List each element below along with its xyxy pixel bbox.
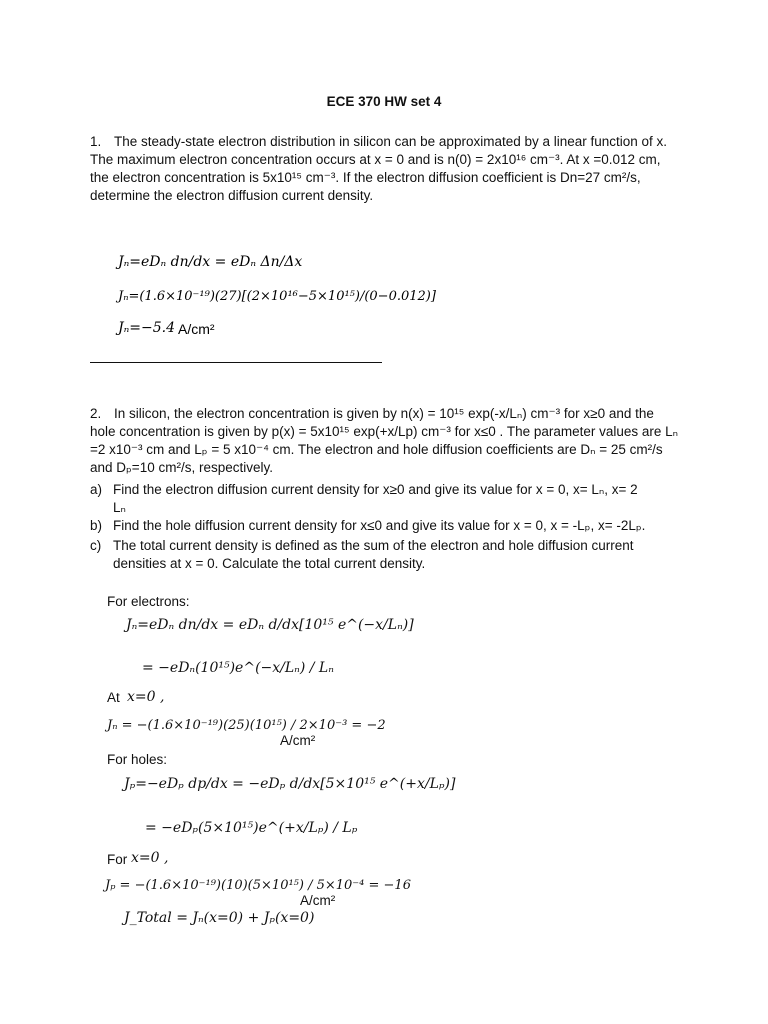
electron-eq3: Jₙ = −(1.6×10⁻¹⁹)(25)(10¹⁵) / 2×10⁻³ = −2 [107,718,386,733]
for-electrons-label: For electrons: [107,594,190,609]
problem-1-text: The steady-state electron distribution in silicon can be approximated by a linear function of x. The maximum electron concentration occurs at x = 0 and is n(0) = 2x10¹⁶ cm⁻³. At x =0.012 cm, the electron concentration is 5x10¹⁵ cm⁻³. If the electron diffusion coefficient is Dn=27 cm²/s, determine the electron diffusion current density. [90,134,668,203]
problem-2-number: 2. [90,406,102,421]
for-holes-label: For holes: [107,752,168,767]
problem-2-text: In silicon, the electron concentration is given by n(x) = 10¹⁵ exp(-x/Lₙ) cm⁻³ for x≥0 and the hole concentration is given by p(x) = 5x10¹⁵ exp(+x/Lp) cm⁻³ for x≤0 . The parameter values are Lₙ =2 x10⁻³ cm and Lₚ = 5 x10⁻⁴ cm. The electron and hole diffusion coefficients are Dₙ = 25 cm²/s and Dₚ=10 cm²/s, respectively. [90,406,679,475]
electron-unit: A/cm² [280,733,316,748]
section-divider [90,362,382,363]
at-label: At [107,690,120,705]
total-current-eq: J_Total = Jₙ(x=0) + Jₚ(x=0) [124,910,315,926]
solution-1-eq2: Jₙ=(1.6×10⁻¹⁹)(27)[(2×10¹⁶−5×10¹⁵)/(0−0.012)] [118,289,436,304]
solution-1-unit: A/cm² [178,321,215,337]
solution-1-equations [118,244,436,340]
problem-2-item-a-label: a) [90,482,103,497]
hole-eq3: Jₚ = −(1.6×10⁻¹⁹)(10)(5×10¹⁵) / 5×10⁻⁴ = −16 [105,878,411,893]
electron-eq2: = −eDₙ(10¹⁵)e^(−x/Lₙ) / Lₙ [142,660,334,676]
hole-eq2: = −eDₚ(5×10¹⁵)e^(+x/Lₚ) / Lₚ [145,820,358,836]
for-condition: x=0 , [131,850,169,866]
page-title: ECE 370 HW set 4 [326,94,442,109]
problem-1-number: 1. [90,134,102,149]
electron-eq1: Jₙ=eDₙ dn/dx = eDₙ d/dx[10¹⁵ e^(−x/Lₙ)] [126,617,414,633]
problem-2-item-b-label: b) [90,518,103,533]
hole-eq1: Jₚ=−eDₚ dp/dx = −eDₚ d/dx[5×10¹⁵ e^(+x/Lₚ)] [124,776,456,792]
solution-1-eq1: Jₙ=eDₙ dn/dx = eDₙ Δn/Δx [118,254,303,270]
at-condition: x=0 , [127,689,165,705]
problem-2-item-c-text: The total current density is defined as the sum of the electron and hole diffusion current densities at x = 0. Calculate the total current density. [113,538,634,571]
solution-1-eq3: Jₙ=−5.4 [118,320,176,336]
hole-unit: A/cm² [300,893,336,908]
for-label: For [107,852,128,867]
problem-2-item-c-label: c) [90,538,102,553]
problem-2-item-b-text: Find the hole diffusion current density for x≤0 and give its value for x = 0, x = -Lₚ, x= -2Lₚ. [113,518,646,533]
problem-2-item-a-text: Find the electron diffusion current density for x≥0 and give its value for x = 0, x= Lₙ, x= 2 Lₙ [113,482,638,515]
